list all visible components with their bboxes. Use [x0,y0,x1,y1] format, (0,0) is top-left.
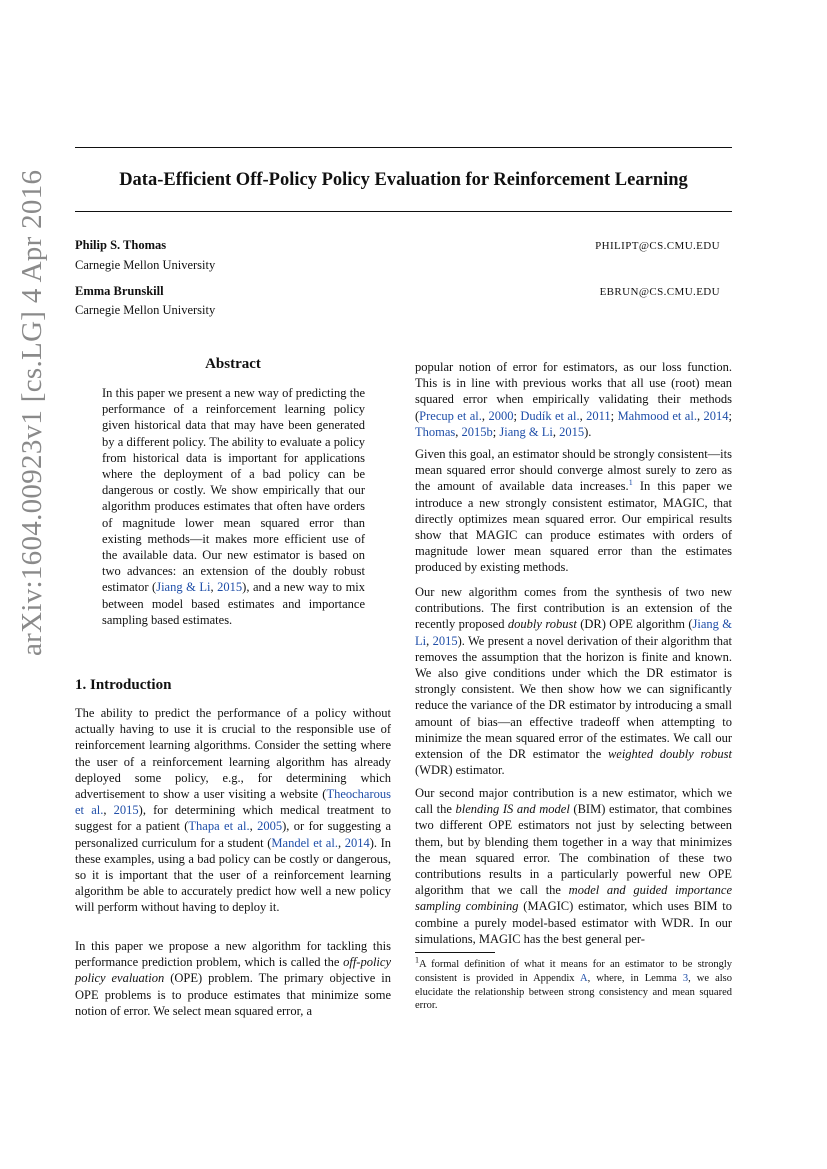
citation-year-link[interactable]: 2015 [217,580,243,595]
citation-year-link[interactable]: 2000 [488,408,514,423]
citation-year-link[interactable]: 2015 [113,803,139,818]
appendix-link[interactable]: A [579,972,588,984]
citation-year-link[interactable]: 2015b [461,424,493,439]
title-top-rule [75,147,732,148]
citation-link[interactable]: Jiang & Li [499,424,553,439]
intro-paragraph-1: The ability to predict the performance of a policy without actually having to use it is crucial to the responsible use of reinforcement learning algorithms. Consider the setting where the user of a reinforcement learning algorithm has already deployed some policy, e.g., for determining which advertisement to show a user visiting a website (Theocharous et al., 2015), for determining which medical treatment to suggest for a patient (Thapa et al., 2005), or for suggesting a personalized curriculum for a student (Mandel et al., 2014). In these examples, using a bad policy can be costly or dangerous, so it is important that the user of a reinforcement learning algorithm be able to accurately predict how well a new policy will perform without having to deploy it. [75,706,392,915]
author-affiliation: Carnegie Mellon University [75,258,216,272]
citation-year-link[interactable]: 2014 [344,835,370,850]
author-name: Philip S. Thomas [75,238,167,252]
citation-link[interactable]: Mahmood et al. [617,408,697,423]
citation-link[interactable]: Thomas [415,424,456,439]
citation-link[interactable]: Theocharous et al. [75,787,391,818]
footnote-rule [415,952,495,953]
section-heading-introduction: 1. Introduction [75,677,172,693]
author-email[interactable]: PHILIPT@CS.CMU.EDU [595,240,720,252]
author-name: Emma Brunskill [75,284,164,298]
footnote-marker[interactable]: 1 [628,478,633,488]
right-paragraph-4: Our second major contribution is a new estimator, which we call the blending IS and model (BIM) estimator, that combines two different OPE estimators not just by selecting between them, but by blending them together in a way that minimizes the mean squared error. The combination of these two contributions results in a particularly powerful new OPE algorithm that we call the model and guided importance sampling combining (MAGIC) estimator, which uses BIM to combine a purely model-based estimator with WDR. In our simulations, MAGIC has the best general per- [415,786,733,946]
citation-link[interactable]: Dudík et al. [520,408,580,423]
citation-year-link[interactable]: 2015 [432,633,458,648]
citation-link[interactable]: Mandel et al. [271,835,338,850]
footnote: $^1$A formal definition of what it means for an estimator to be strongly consistent is provided in Appendix A, where, in Lemma 3, we also elucidate the relationship between strong consistency and mean squared error. [415,955,732,1012]
right-paragraph-2: Given this goal, an estimator should be strongly consistent—its mean squared error should converge almost surely to zero as the amount of available data increases.$^1$ In this paper we introduce a new strongly consistent estimator, MAGIC, that directly optimizes mean squared error. Our empirical results show that MAGIC can produce estimates with orders of magnitude lower mean squared error than the estimates produced by existing methods. [415,447,733,575]
citation-link[interactable]: Thapa et al. [188,819,250,834]
paper-title: Data-Efficient Off-Policy Policy Evaluation for Reinforcement Learning [119,170,688,190]
citation-link[interactable]: Jiang & Li [156,580,211,595]
arxiv-identifier: arXiv:1604.00923v1 [cs.LG] 4 Apr 2016 [16,169,48,656]
citation-year-link[interactable]: 2015 [559,424,585,439]
citation-link[interactable]: Precup et al. [419,408,482,423]
right-paragraph-1: popular notion of error for estimators, as our loss function. This is in line with previous works that all use (root) mean squared error when empirically validating their methods (Precup et al., 2000; Dudík et al., 2011; Mahmood et al., 2014; Thomas, 2015b; Jiang & Li, 2015). [415,360,732,439]
intro-paragraph-2: In this paper we propose a new algorithm for tackling this performance prediction problem, which is called the off-policy policy evaluation (OPE) problem. The primary objective in OPE problems is to produce estimates that minimize some notion of error. We select mean squared error, a [75,939,391,1018]
title-bottom-rule [75,211,732,212]
abstract-heading: Abstract [205,356,261,372]
citation-year-link[interactable]: 2011 [586,408,611,423]
lemma-link[interactable]: 3 [682,972,689,984]
citation-year-link[interactable]: 2005 [257,819,283,834]
citation-year-link[interactable]: 2014 [703,408,729,423]
right-paragraph-3: Our new algorithm comes from the synthesis of two new contributions. The first contribution is an extension of the recently proposed doubly robust (DR) OPE algorithm (Jiang & Li, 2015). We present a novel derivation of their algorithm that removes the assumption that the horizon is finite and known. We also give conditions under which the DR estimator is strongly consistent. We then show how we can significantly reduce the variance of the DR estimator by introducing a small amount of bias—an effective tradeoff when attempting to minimize the mean squared error of the estimates. We call our extension of the DR estimator the weighted doubly robust (WDR) estimator. [415,585,733,778]
abstract-body: In this paper we present a new way of predicting the performance of a reinforcement learning policy given historical data that may have been generated by a different policy. The ability to evaluate a policy from historical data is important for applications where the deployment of a bad policy can be dangerous or costly. We show empirically that our algorithm produces estimates that often have orders of magnitude lower mean squared error than existing methods—it makes more efficient use of the available data. Our new estimator is based on two advances: an extension of the doubly robust estimator (Jiang & Li, 2015), and a new way to mix between model based estimates and importance sampling based estimates. [102,386,366,627]
author-email[interactable]: EBRUN@CS.CMU.EDU [599,286,720,298]
author-affiliation: Carnegie Mellon University [75,303,216,317]
citation-link[interactable]: Jiang & Li [415,617,733,648]
